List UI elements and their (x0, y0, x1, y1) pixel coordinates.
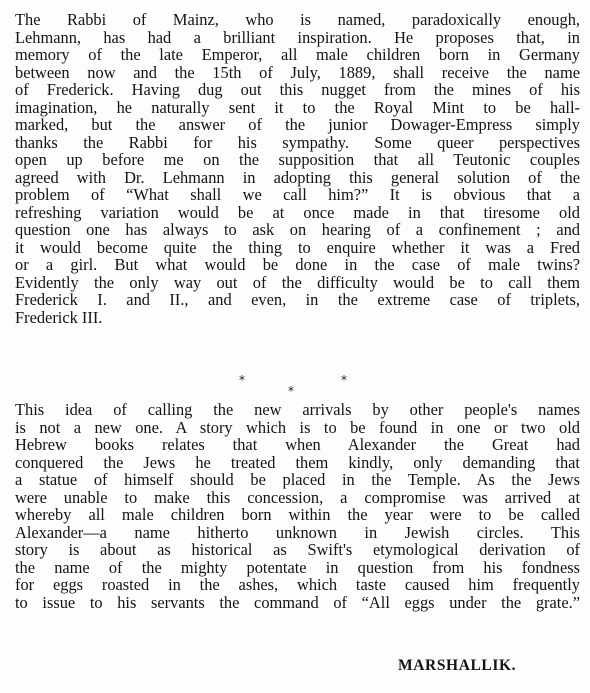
text-line: Frederick III. (15, 307, 103, 327)
text-line: were unable to make this concession, a compromise was arrived at (15, 487, 580, 507)
text-line: The Rabbi of Mainz, who is named, paradoxically enough, (15, 10, 580, 29)
text-line: marked, but the answer of the junior Dowager-Empress simply (15, 115, 580, 134)
text-line: story is about as historical as Swift's etymological derivation of (15, 540, 580, 559)
text-line: refreshing variation would be at once made in that tiresome old (15, 202, 580, 222)
paragraph-frederick (15, 11, 580, 326)
text-line: for eggs roasted in the ashes, which taste caused him frequently (15, 575, 580, 594)
text-line: question one has always to ask on hearing of a confinement ; and (15, 220, 580, 239)
text-line: open up before me on the supposition that all Teutonic couples (15, 150, 580, 169)
text-line: between now and the 15th of July, 1889, shall receive the name (15, 62, 580, 82)
text-line: to issue to his servants the command of “All eggs under the grate.” (15, 592, 580, 612)
text-line: of Frederick. Having dug out this nugget from the mines of his (15, 80, 580, 99)
text-line: Evidently the only way out of the difficulty would be to call them (15, 272, 580, 292)
text-line: problem of “What shall we call him?” It is obvious that a (15, 185, 580, 204)
asterisk: * (239, 373, 245, 387)
text-line: conquered the Jews he treated them kindly, only demanding that (15, 452, 580, 472)
text-line: a statue of himself should be placed in the Temple. As the Jews (15, 470, 580, 489)
paragraph-alexander (15, 401, 580, 611)
text-line: or a girl. But what would be done in the case of male twins? (15, 255, 580, 274)
text-line: Frederick I. and II., and even, in the extreme case of triplets, (15, 290, 580, 309)
text-line: Alexander—a name hitherto unknown in Jewish circles. This (15, 522, 580, 542)
text-line: thanks the Rabbi for his sympathy. Some queer perspectives (15, 132, 580, 152)
section-separator (0, 372, 590, 398)
text-line: This idea of calling the new arrivals by other people's names (15, 400, 580, 419)
asterisk: * (341, 373, 347, 387)
text-line: memory of the late Emperor, all male children born in Germany (15, 45, 580, 64)
asterisk: * (288, 384, 294, 398)
text-line: Hebrew books relates that when Alexander the Great had (15, 435, 580, 454)
text-line: it would become quite the thing to enquire whether it was a Fred (15, 237, 580, 257)
text-line: the name of the mighty potentate in question from his fondness (15, 557, 580, 577)
text-line: whereby all male children born within the year were to be called (15, 505, 580, 524)
text-line: is not a new one. A story which is to be found in one or two old (15, 417, 580, 437)
text-line: agreed with Dr. Lehmann in adopting this general solution of the (15, 167, 580, 187)
text-line: imagination, he naturally sent it to the Royal Mint to be hall- (15, 97, 580, 117)
text-line: Lehmann, has had a brilliant inspiration. He proposes that, in (15, 27, 580, 47)
author-signature: MARSHALLIK. (398, 657, 517, 674)
